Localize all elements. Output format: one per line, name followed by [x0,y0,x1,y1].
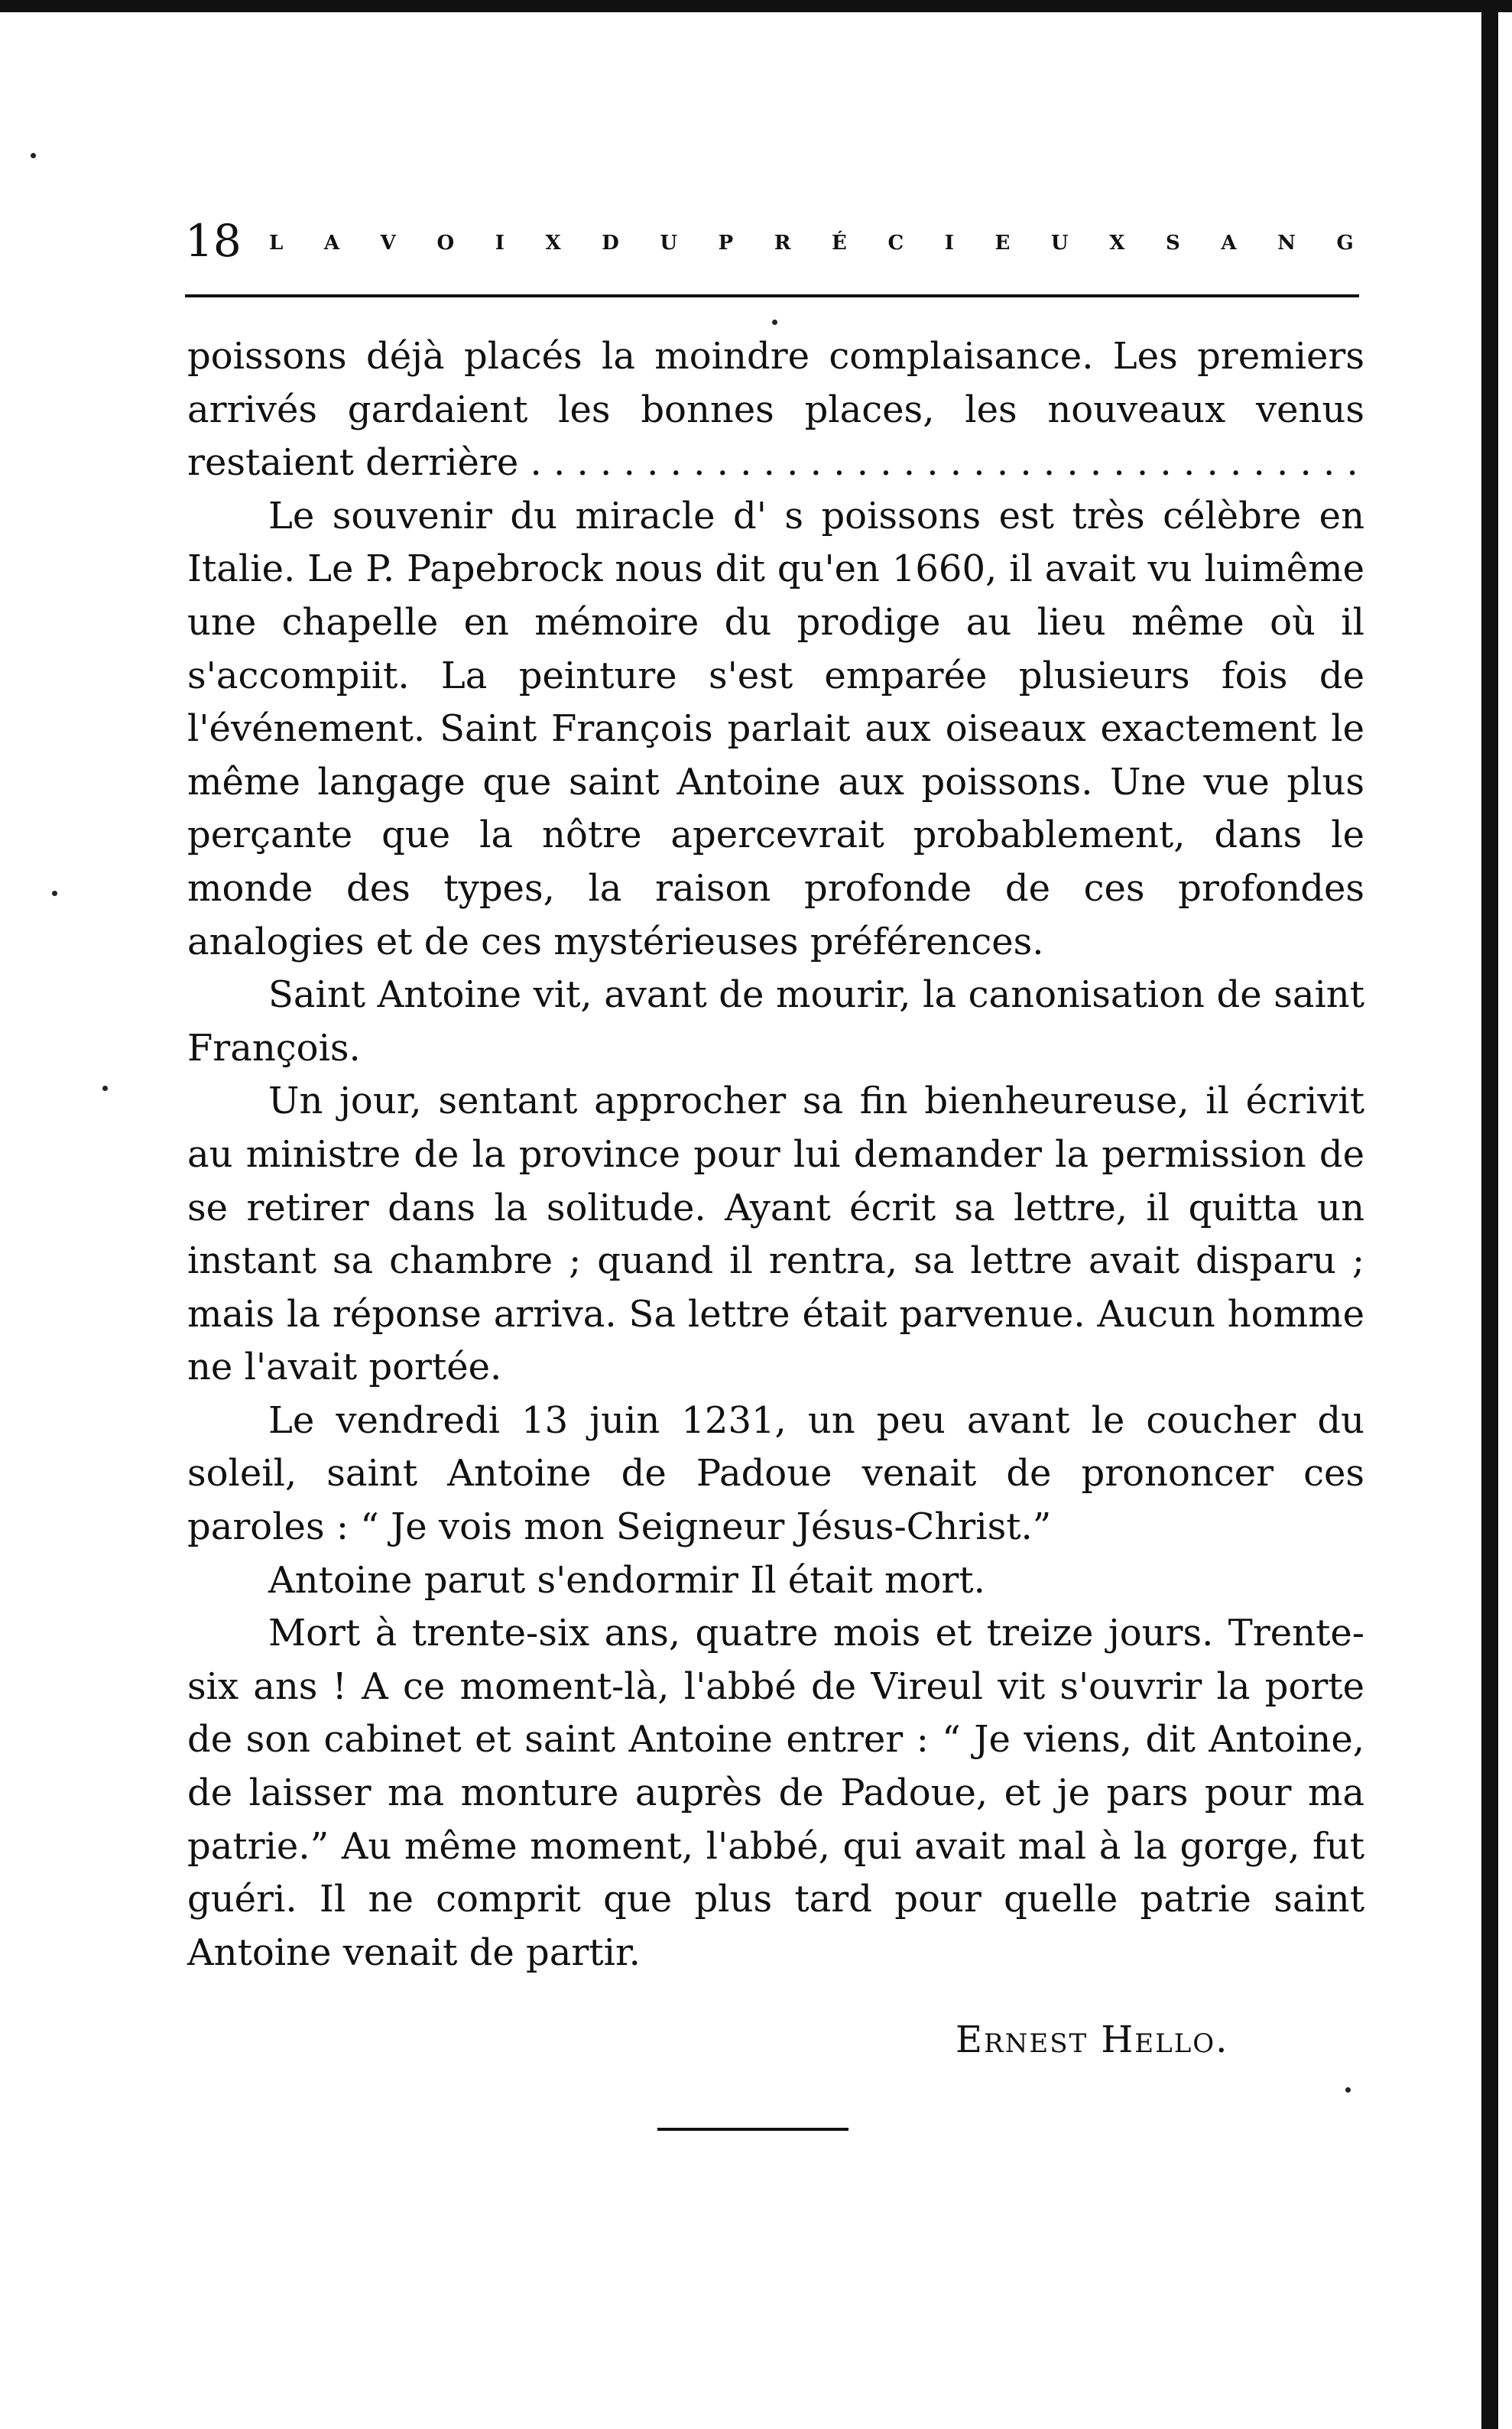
body-text [187,330,1364,1979]
running-title-letter: I [495,232,505,255]
running-title-letter: D [602,232,620,255]
paragraph: Saint Antoine vit, avant de mourir, la canonisation de saint François. [187,973,1364,1070]
running-title-letter: A [323,232,341,255]
paragraph: Le souvenir du miracle d' s poissons est très célèbre en Italie. Le P. Papebrock nous dit qu'en 1660, il avait vu luimême une chapelle en mémoire du prodige au lieu même où il s'accompiit. La peinture s'est emparée plusieurs fois de l'événement. Saint François parlait aux oiseaux exactement le même langage que saint Antoine aux poissons. Une vue plus perçante que la nôtre apercevrait probablement, dans le monde des types, la raison profonde de ces profondes analogies et de ces mystérieuses préférences. [187,494,1364,963]
running-title-letter: E [994,232,1011,255]
running-title-letter: P [718,232,735,255]
print-speck [102,1086,108,1091]
running-title-letter: X [1109,232,1126,255]
running-title-letter: G [1336,232,1355,255]
running-title [269,220,1355,266]
running-title-letter: U [1050,232,1069,255]
header-rule [185,294,1359,297]
running-title-letter: R [774,232,792,255]
page-number: 18 [185,215,242,267]
running-title-letter: S [1165,232,1181,255]
paragraph: Antoine parut s'endormir Il était mort. [268,1558,985,1602]
running-title-letter: L [269,232,284,255]
running-title-letter: U [660,232,679,255]
running-title-letter: O [436,232,456,255]
end-rule [657,2128,848,2131]
print-speck [772,320,777,325]
author-signature: Ernest Hello. [956,2018,1229,2061]
paragraph: Mort à trente-six ans, quatre mois et treize jours. Trente-six ans ! A ce moment-là, l'abbé de Vireul vit s'ouvrir la porte de son cabinet et saint Antoine entrer : “ Je viens, dit Antoine, de laisser ma monture auprès de Padoue, et je pars pour ma patrie.” Au même moment, l'abbé, qui avait mal à la gorge, fut guéri. Il ne comprit que plus tard pour quelle patrie saint Antoine venait de partir. [187,1612,1364,1974]
running-title-letter: I [944,232,955,255]
running-title-letter: X [545,232,562,255]
page-header [185,206,1362,275]
top-border [0,0,1512,12]
running-title-letter: A [1221,232,1238,255]
print-speck [1345,2087,1351,2093]
paragraph: Un jour, sentant approcher sa fin bienheureuse, il écrivit au ministre de la province pour lui demander la permission de se retirer dans la solitude. Ayant écrit sa lettre, il quitta un instant sa chambre ; quand il rentra, sa lettre avait disparu ; mais la réponse arriva. Sa lettre était parvenue. Aucun homme ne l'avait portée. [187,1080,1364,1389]
running-title-letter: C [887,232,905,255]
running-title-letter: N [1277,232,1296,255]
running-title-letter: É [832,232,848,255]
print-speck [31,153,36,158]
running-title-letter: V [380,232,397,255]
paragraph: Le vendredi 13 juin 1231, un peu avant le coucher du soleil, saint Antoine de Padoue venait de prononcer ces paroles : “ Je vois mon Seigneur Jésus-Christ.” [187,1398,1364,1549]
paragraph: poissons déjà placés la moindre complaisance. Les premiers arrivés gardaient les bonnes places, les nouveaux venus restaient derrière . . . . . . . . . . . . . . . . . . . . . . . . . . . . . . . . . . . . [187,335,1364,485]
page-edge-bar [1481,0,1498,2429]
print-speck [52,891,57,896]
